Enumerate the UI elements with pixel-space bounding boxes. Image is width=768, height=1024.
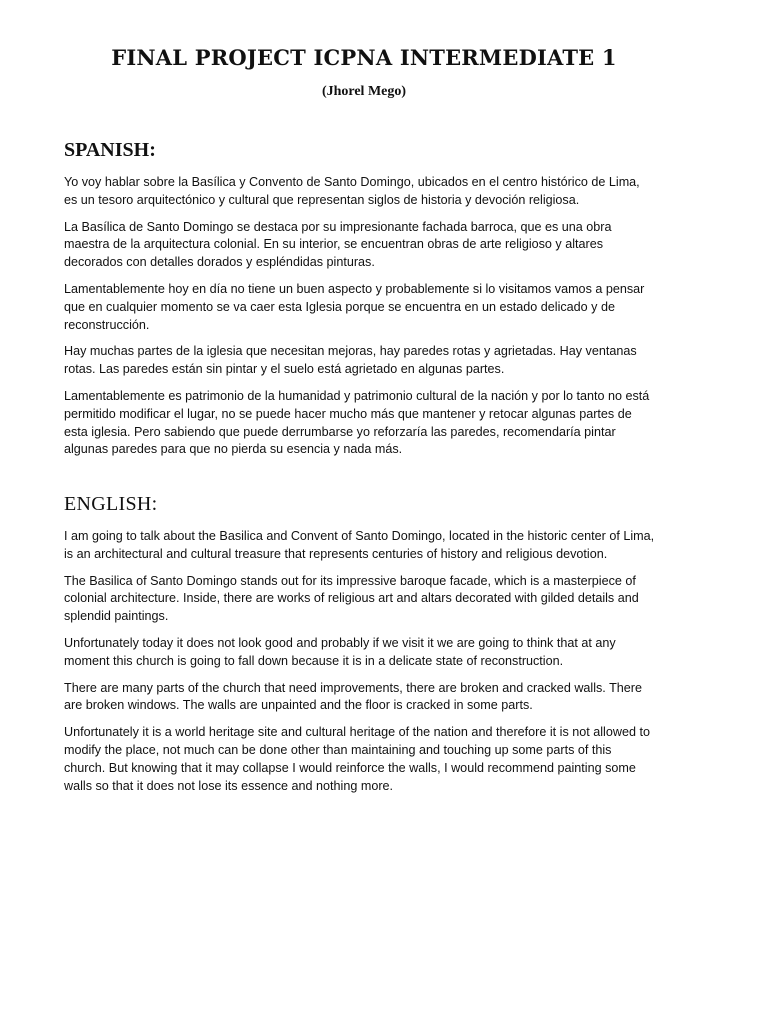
document-title: FINAL PROJECT ICPNA INTERMEDIATE 1 bbox=[111, 45, 617, 70]
spanish-paragraph-4: Hay muchas partes de la iglesia que necesitan mejoras, hay paredes rotas y agrietadas. Hay ventanas rotas. Las paredes están sin pintar y el suelo está agrietado en algunas partes. bbox=[64, 344, 637, 377]
document-author: (Jhorel Mego) bbox=[321, 84, 407, 99]
spanish-paragraph-3: Lamentablemente hoy en día no tiene un buen aspecto y probablemente si lo visitamos vamos a pensar que en cualquier momento se va caer esta Iglesia porque se encuentra en un estado delicado y de reconstrucción. bbox=[64, 281, 645, 332]
english-section bbox=[64, 492, 664, 804]
spanish-paragraph-5: Lamentablemente es patrimonio de la humanidad y patrimonio cultural de la nación y por lo tanto no está permitido modificar el lugar, no se puede hacer mucho más que mantener y retocar algunas partes de esta iglesia. Pero sabiendo que puede derrumbarse yo reforzaría las paredes, recomendaría pintar algunas paredes para que no pierda su esencia y nada más. bbox=[64, 388, 650, 457]
english-paragraph-5: Unfortunately it is a world heritage site and cultural heritage of the nation and therefore it is not allowed to modify the place, not much can be done other than maintaining and touching up some parts of this church. But knowing that it may collapse I would reinforce the walls, I would recommend painting some walls so that it does not lose its essence and nothing more. bbox=[64, 725, 650, 793]
english-paragraph-2: The Basilica of Santo Domingo stands out for its impressive baroque facade, which is a masterpiece of colonial architecture. Inside, there are works of religious art and altars decorated with gilded details and splendid paintings. bbox=[64, 573, 639, 624]
spanish-heading: SPANISH: bbox=[64, 139, 156, 161]
english-paragraph-1: I am going to talk about the Basilica and Convent of Santo Domingo, located in the historic center of Lima, is an architectural and cultural treasure that represents centuries of history and religious devotion. bbox=[64, 529, 655, 561]
english-paragraph-3: Unfortunately today it does not look good and probably if we visit it we are going to think that at any moment this church is going to fall down because it is in a delicate state of reconstruction. bbox=[64, 635, 616, 668]
english-heading: ENGLISH: bbox=[64, 493, 158, 515]
spanish-section bbox=[64, 138, 664, 468]
spanish-paragraph-1: Yo voy hablar sobre la Basílica y Convento de Santo Domingo, ubicados en el centro histórico de Lima, es un tesoro arquitectónico y cultural que representan siglos de historia y devoción religiosa. bbox=[64, 175, 640, 207]
english-paragraph-4: There are many parts of the church that need improvements, there are broken and cracked walls. There are broken windows. The walls are unpainted and the floor is cracked in some parts. bbox=[64, 680, 642, 713]
spanish-paragraph-2: La Basílica de Santo Domingo se destaca por su impresionante fachada barroca, que es una obra maestra de la arquitectura colonial. En su interior, se encuentran obras de arte religioso y altares decorados con detalles dorados y espléndidas pinturas. bbox=[64, 219, 612, 270]
